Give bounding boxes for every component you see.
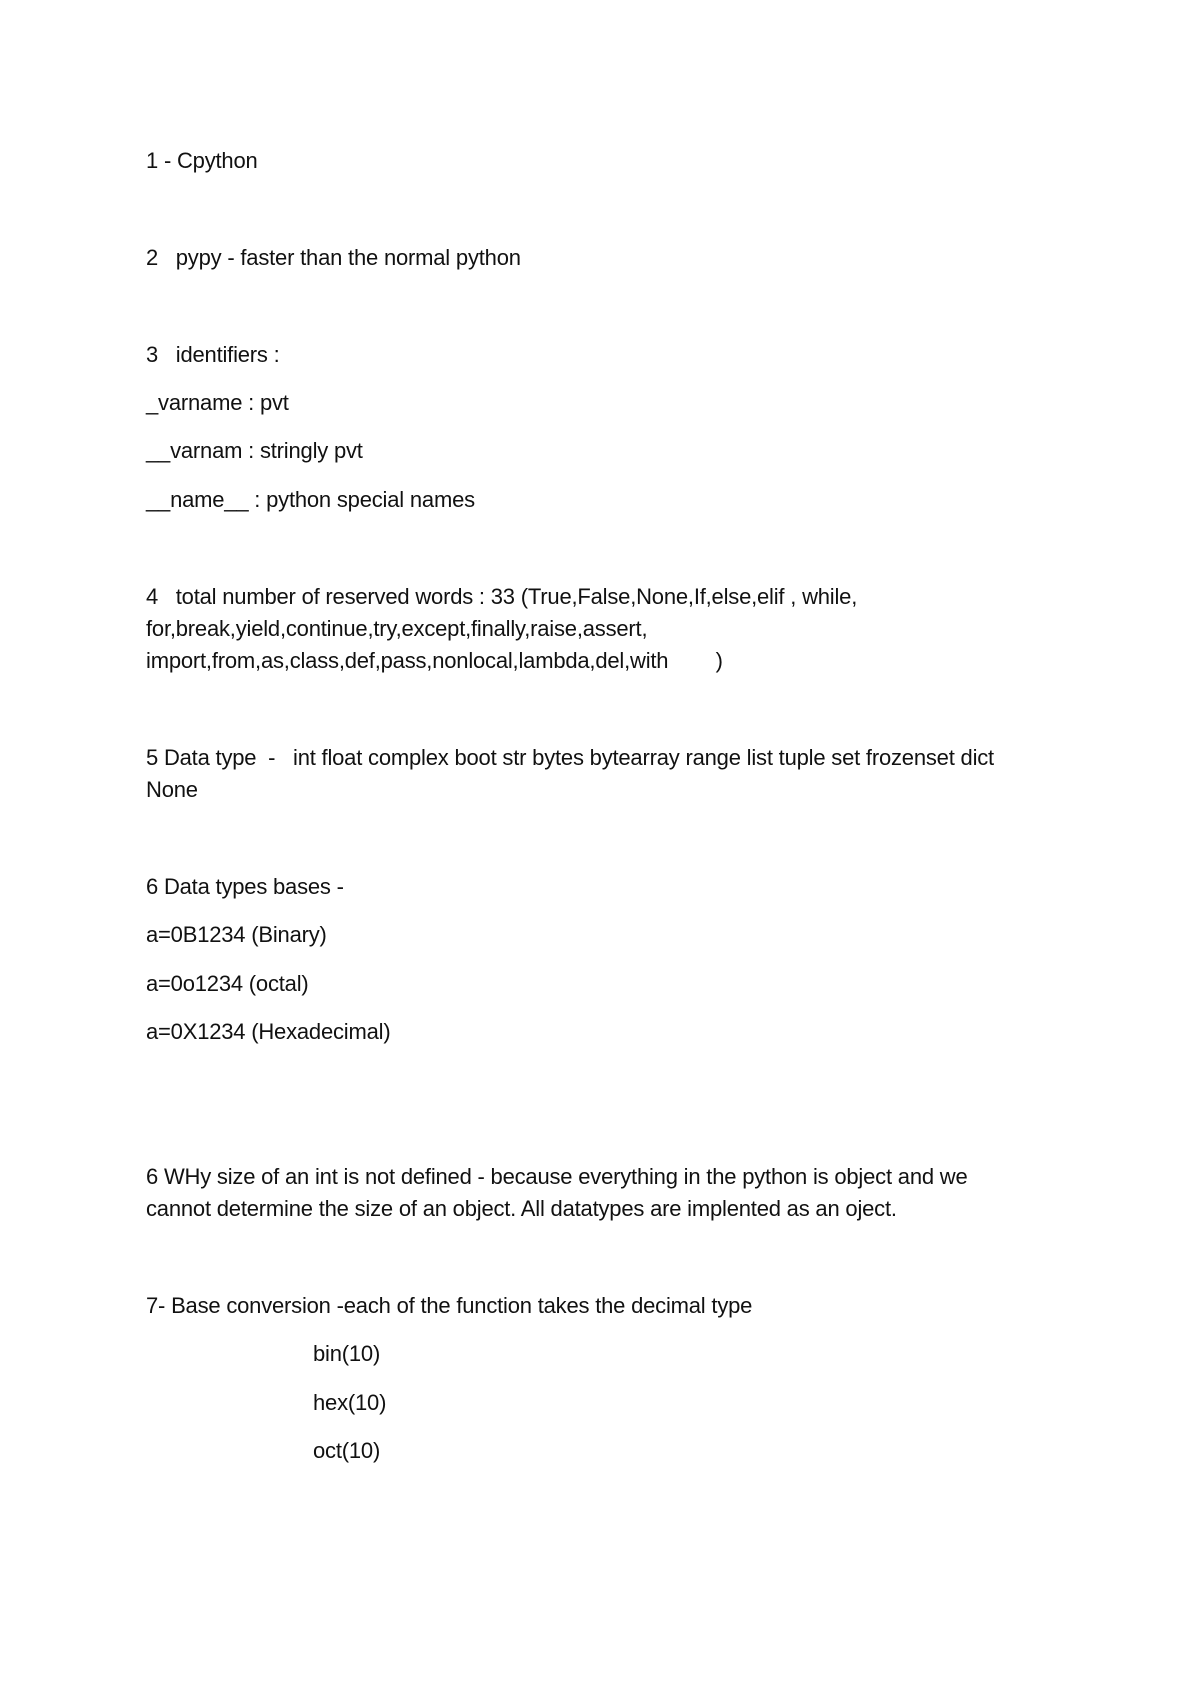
text-line: 5 Data type - int float complex boot str bytes bytearray range list tuple set frozenset dict — [146, 745, 994, 770]
text-line: 6 WHy size of an int is not defined - because everything in the python is object and we — [146, 1164, 968, 1189]
text-line: __name__ : python special names — [146, 487, 475, 512]
text-line: for,break,yield,continue,try,except,finally,raise,assert, — [146, 616, 648, 641]
text-line: a=0B1234 (Binary) — [146, 922, 327, 947]
text-line: 3 identifiers : — [146, 342, 280, 367]
text-line: a=0o1234 (octal) — [146, 971, 309, 996]
text-line: None — [146, 777, 198, 802]
text-line: bin(10) — [313, 1341, 381, 1366]
text-line: cannot determine the size of an object. All datatypes are implented as an oject. — [146, 1196, 897, 1221]
text-line: hex(10) — [313, 1390, 387, 1415]
text-line: 2 pypy - faster than the normal python — [146, 245, 521, 270]
text-line: 6 Data types bases - — [146, 874, 344, 899]
text-line: 1 - Cpython — [146, 148, 258, 173]
text-line: _varname : pvt — [146, 390, 289, 415]
text-line: import,from,as,class,def,pass,nonlocal,lambda,del,with ) — [146, 648, 723, 673]
text-line: oct(10) — [313, 1438, 381, 1463]
text-line: __varnam : stringly pvt — [146, 438, 363, 463]
text-line: 4 total number of reserved words : 33 (True,False,None,If,else,elif , while, — [146, 584, 858, 609]
text-line: 7- Base conversion -each of the function takes the decimal type — [146, 1293, 753, 1318]
text-line: a=0X1234 (Hexadecimal) — [146, 1019, 391, 1044]
